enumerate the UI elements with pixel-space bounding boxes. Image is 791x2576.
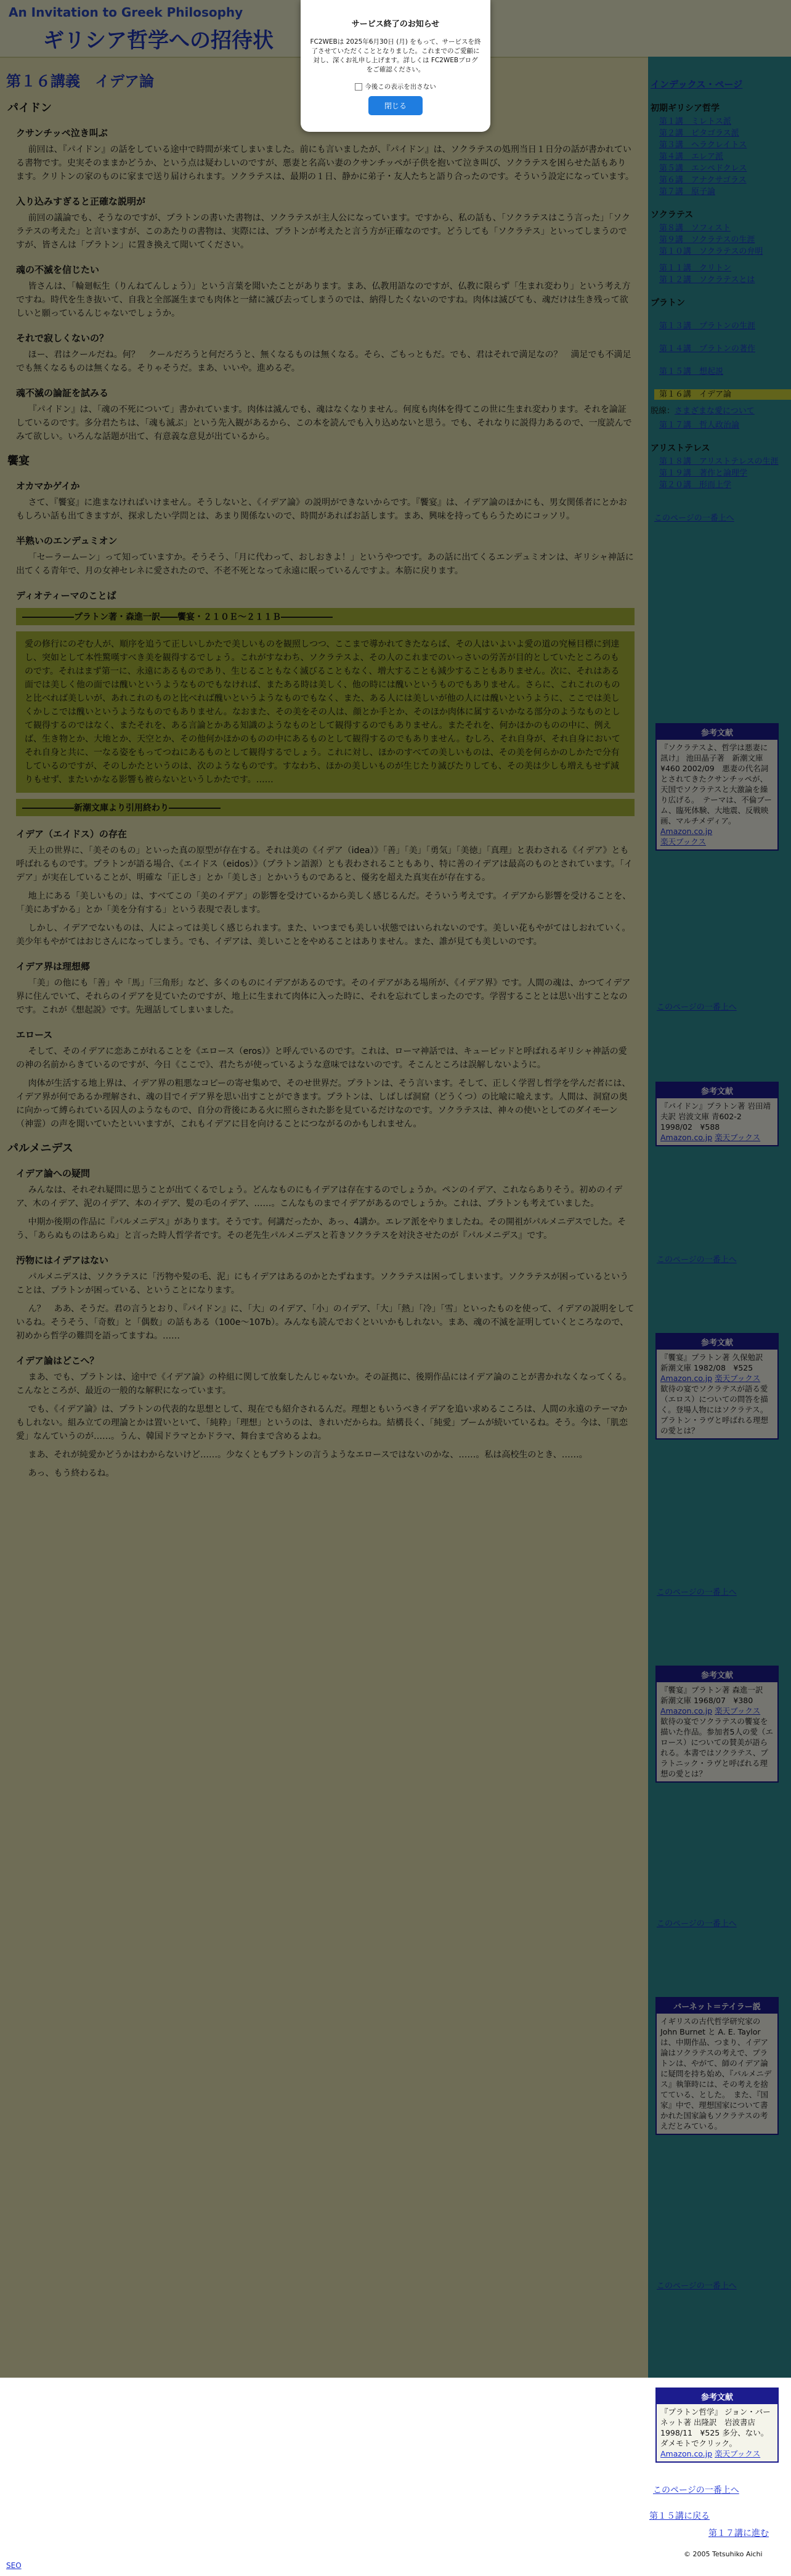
checkbox-label: 今後この表示を出さない <box>365 83 436 91</box>
modal-body: FC2WEBは 2025年6月30日 (月) をもって、サービスを終了させていただくこととなりました。これまでのご愛顧に対し、深くお礼申し上げます。詳しくは FC2WEBブログ をご確認ください。 <box>310 38 481 73</box>
modal-title: サービス終了のお知らせ <box>351 20 440 29</box>
reference-box-title: 参考文献 <box>657 2389 777 2404</box>
book-description: 『プラトン哲学』 ジョン・バーネット著 出隆訳 岩波書店 1998/11 ¥525 多分、ない。ダメモトでクリック。 <box>660 2407 771 2448</box>
dont-show-again-checkbox[interactable] <box>301 82 490 91</box>
back-to-top-link[interactable]: このページの一番上へ <box>653 2485 739 2495</box>
prev-lecture-link[interactable]: 第１５講に戻る <box>649 2511 710 2521</box>
reference-box-body <box>657 2404 777 2461</box>
checkbox-icon[interactable] <box>355 83 362 91</box>
reference-box <box>655 2388 779 2463</box>
close-button[interactable]: 閉じる <box>368 96 423 115</box>
seo-link[interactable]: SEO <box>6 2561 22 2570</box>
next-lecture-link[interactable]: 第１７講に進む <box>708 2529 769 2538</box>
rakuten-link[interactable]: 楽天ブックス <box>715 2449 761 2458</box>
copyright: © 2005 Tetsuhiko Aichi <box>684 2550 763 2558</box>
amazon-link[interactable]: Amazon.co.jp <box>660 2449 713 2458</box>
service-notice-modal <box>301 0 490 132</box>
